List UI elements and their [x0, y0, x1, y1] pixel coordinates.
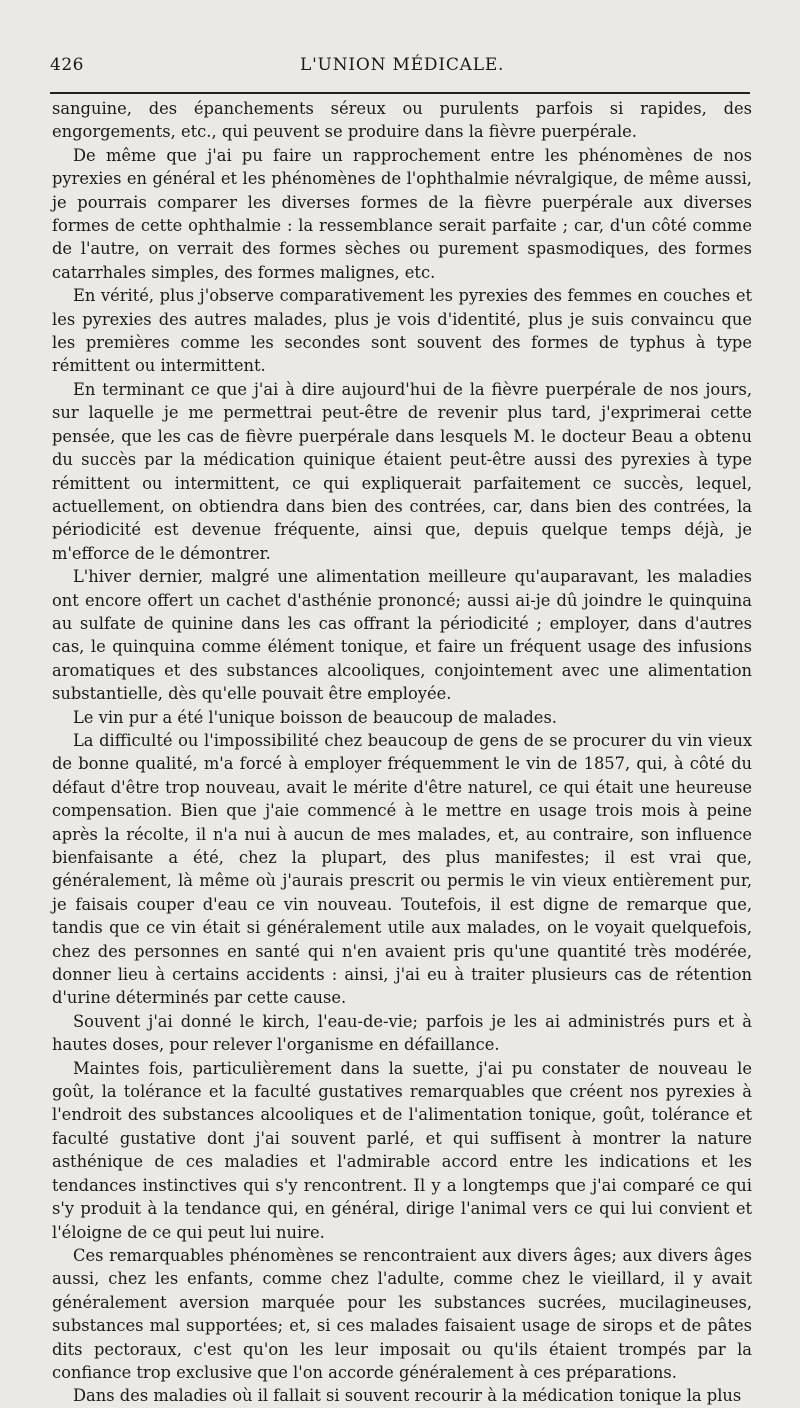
paragraph: sanguine, des épanchements séreux ou purulents parfois si rapides, des engorgements, etc., qui peuvent se produire dans la fièvre puerpérale. — [52, 99, 752, 142]
paragraph: L'hiver dernier, malgré une alimentation meilleure qu'auparavant, les maladies ont encore offert un cachet d'asthénie prononcé; aussi ai-je dû joindre le quinquina au sulfate de quinine dans les cas offrant la périodicité ; employer, dans d'autres cas, le quinquina comme élément tonique, et faire un fréquent usage des infusions aromatiques et des substances alcooliques, conjointement avec une alimentation substantielle, dès qu'elle pouvait être employée. — [52, 567, 752, 704]
paragraph: De même que j'ai pu faire un rapprochement entre les phénomènes de nos pyrexies en général et les phénomènes de l'ophthalmie névralgique, de même aussi, je pourrais comparer les diverses formes de la fièvre puerpérale aux diverses formes de cette ophthalmie : la ressemblance serait parfaite ; car, d'un côté comme de l'autre, on verrait des formes sèches ou purement spasmodiques, des formes catarrhales simples, des formes malignes, etc. — [52, 145, 752, 282]
paragraph: Dans des maladies où il fallait si souvent recourir à la médication tonique la plus — [73, 1386, 742, 1406]
paragraph: La difficulté ou l'impossibilité chez beaucoup de gens de se procurer du vin vieux de bonne qualité, m'a forcé à employer fréquemment le vin de 1857, qui, à côté du défaut d'être trop nouveau, avait le mérite d'être naturel, ce qui était une heureuse compensation. Bien que j'aie commencé à le mettre en usage trois mois à peine après la récolte, il n'a nui à aucun de mes malades, et, au contraire, son influence bienfaisante a été, chez la plupart, des plus manifestes; il est vrai que, généralement, là même où j'aurais prescrit ou permis le vin vieux entièrement pur, je faisais couper d'eau ce vin nouveau. Toutefois, il est digne de remarque que, tandis que ce vin était si généralement utile aux malades, on le voyait quelquefois, chez des personnes en santé qui n'en avaient pris qu'une quantité très modérée, donner lieu à certains accidents : ainsi, j'ai eu à traiter plusieurs cas de rétention d'urine déterminés par cette cause. — [52, 730, 752, 1008]
page-header — [50, 55, 750, 85]
paragraph: En terminant ce que j'ai à dire aujourd'hui de la fièvre puerpérale de nos jours, sur laquelle je me permettrai peut-être de revenir plus tard, j'exprimerai cette pensée, que les cas de fièvre puerpérale dans lesquels M. le docteur Beau a obtenu du succès par la médication quinique étaient peut-être aussi des pyrexies à type rémittent ou intermittent, ce qui expliquerait parfaitement ce succès, lequel, actuellement, on obtiendra dans bien des contrées, car, dans bien des contrées, la périodicité est devenue fréquente, ainsi que, depuis quelque temps déjà, je m'efforce de le démontrer. — [52, 379, 752, 563]
header-rule — [50, 92, 750, 94]
paragraph: Souvent j'ai donné le kirch, l'eau-de-vie; parfois je les ai administrés purs et à hautes doses, pour relever l'organisme en défaillance. — [52, 1011, 752, 1055]
page-number: 426 — [50, 55, 84, 75]
running-title: L'UNION MÉDICALE. — [300, 55, 505, 75]
paragraph: Ces remarquables phénomènes se rencontraient aux divers âges; aux divers âges aussi, chez les enfants, comme chez l'adulte, comme chez le vieillard, il y avait généralement aversion marquée pour les substances sucrées, mucilagineuses, substances mal supportées; et, si ces malades faisaient usage de sirops et de pâtes dits pectoraux, c'est qu'on les leur imposait ou qu'ils étaient trompés par la confiance trop exclusive que l'on accorde généralement à ces préparations. — [52, 1245, 752, 1382]
paragraph: Le vin pur a été l'unique boisson de beaucoup de malades. — [73, 707, 557, 727]
paragraph: Maintes fois, particulièrement dans la suette, j'ai pu constater de nouveau le goût, la tolérance et la faculté gustatives remarquables que créent nos pyrexies à l'endroit des substances alcooliques et de l'alimentation tonique, goût, tolérance et faculté gustative dont j'ai souvent parlé, et qui suffisent à montrer la nature asthénique de ces maladies et l'admirable accord entre les indications et les tendances instinctives qui s'y rencontrent. Il y a longtemps que j'ai comparé ce qui s'y produit à la tendance qui, en général, dirige l'animal vers ce qui lui convient et l'éloigne de ce qui peut lui nuire. — [52, 1058, 752, 1242]
paragraph: En vérité, plus j'observe comparativement les pyrexies des femmes en couches et les pyrexies des autres malades, plus je vois d'identité, plus je suis convaincu que les premières comme les secondes sont souvent des formes de typhus à type rémittent ou intermittent. — [52, 286, 752, 376]
article-body — [52, 97, 752, 1408]
